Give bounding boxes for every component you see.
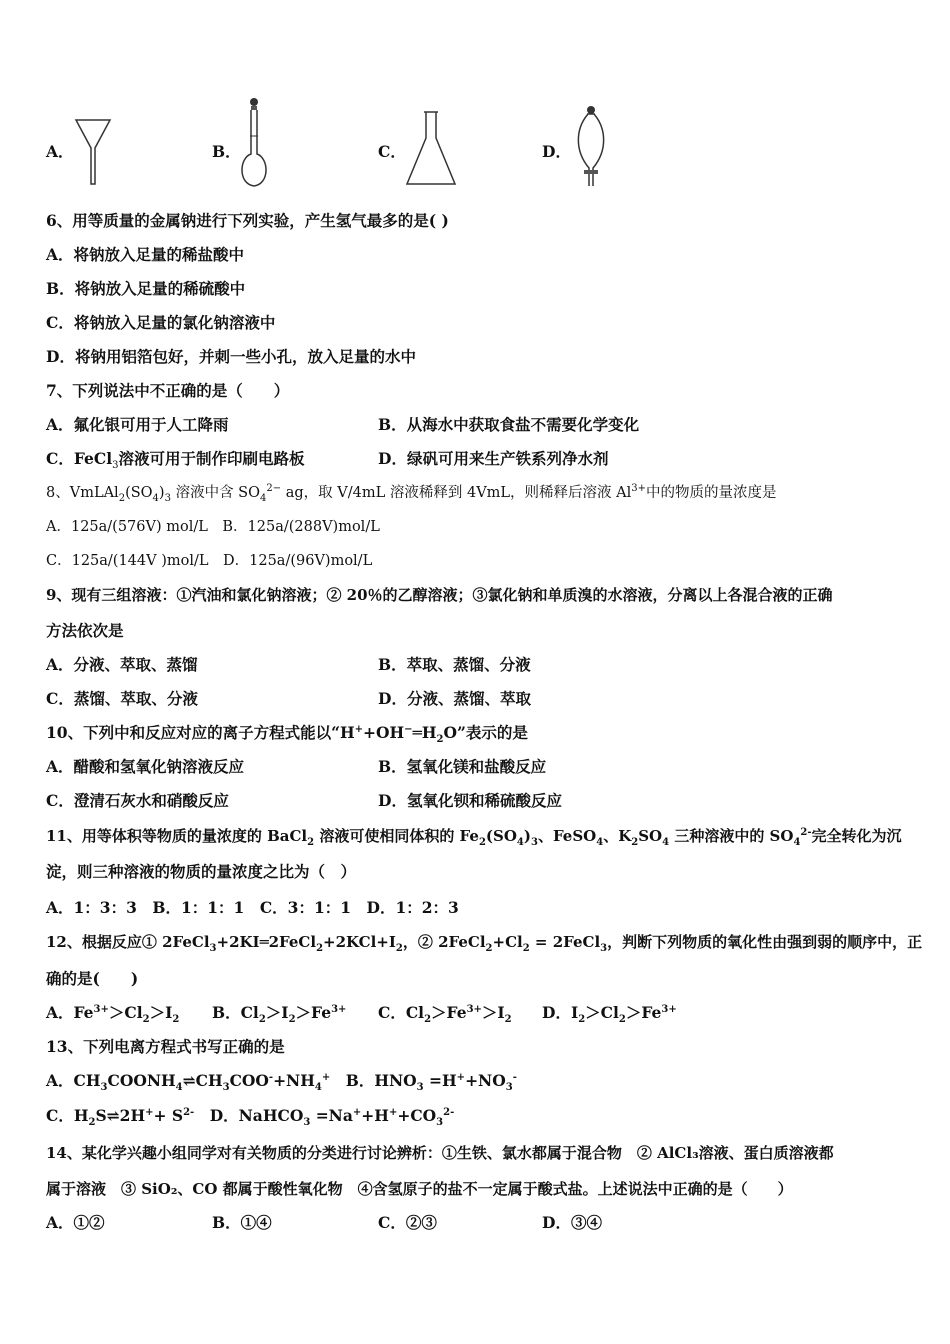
q14-stem-line2: 属于溶液 ③ SiO₂、CO 都属于酸性氧化物 ④含氢原子的盐不一定属于酸式盐。上述说法中正确的是（ ） xyxy=(46,1180,793,1198)
q12-stem-line1: 12、根据反应① $2FeCl_3+2KI═2FeCl_2+2KCl+I_2$，② $2FeCl_2+Cl_2$ = 2FeCl$_3$，判断下列物质的氧化性由强到弱的顺序中，正 xyxy=(46,933,923,954)
option-a-funnel xyxy=(46,100,126,192)
q13-stem: 13、下列电离方程式书写正确的是 xyxy=(46,1037,285,1056)
q10-option-b: B．氢氧化镁和盐酸反应 xyxy=(378,757,547,776)
q9-option-a: A．分液、萃取、蒸馏 xyxy=(46,655,198,674)
option-b-flask xyxy=(212,100,292,192)
q9-option-d: D．分液、蒸馏、萃取 xyxy=(378,689,531,708)
q7-option-a: A．氟化银可用于人工降雨 xyxy=(46,415,229,434)
q6-stem-text: 6、用等质量的金属钠进行下列实验，产生氢气最多的是( ) xyxy=(46,211,449,230)
q11-options: A．1：3：3 B．1：1：1 C．3：1：1 D．1：2：3 xyxy=(46,898,459,917)
q12-option-c: C．$Cl_2>Fe^{3+}>I_2$ xyxy=(378,1003,512,1026)
separatory-funnel-icon xyxy=(572,104,612,192)
q14-option-a: A．①② xyxy=(46,1213,105,1232)
q8-options-ab: A．125a/(576V) mol/L B．125a/(288V)mol/L xyxy=(46,519,380,535)
q9-option-c: C．蒸馏、萃取、分液 xyxy=(46,689,198,708)
q12-stem-line2: 确的是( ) xyxy=(46,969,139,988)
q9-stem-line1: 9、现有三组溶液：①汽油和氯化钠溶液；② 20％的乙醇溶液；③氯化钠和单质溴的水溶液，分离以上各混合液的正确 xyxy=(46,586,833,604)
volumetric-flask-icon xyxy=(236,96,276,192)
option-label: C． xyxy=(378,142,406,161)
q14-option-b: B．①④ xyxy=(212,1213,272,1232)
q7-option-b: B．从海水中获取食盐不需要化学变化 xyxy=(378,415,640,434)
q13-options-cd: C．$H_2S\rightleftharpoons 2H^++ S^{2-}$ D．NaHCO$_3$ $=Na^++H^++CO_3^{2-}$ xyxy=(46,1106,455,1129)
option-c-conical-flask xyxy=(378,100,458,192)
q6-option-b: B．将钠放入足量的稀硫酸中 xyxy=(46,279,246,298)
q14-option-c: C．②③ xyxy=(378,1213,437,1232)
conical-flask-icon xyxy=(404,110,458,190)
option-label: B． xyxy=(212,142,241,161)
q8-stem: 8、$VmLAl_2(SO_4)_3$ 溶液中含 $SO_4^{2-}$ ag，取 V/4mL 溶液稀释到 4VmL，则稀释后溶液 $Al^{3+}$中的物质的量浓度是 xyxy=(46,483,777,504)
q6-option-d: D．将钠用铝箔包好，并刺一些小孔，放入足量的水中 xyxy=(46,347,416,366)
q9-stem-line2: 方法依次是 xyxy=(46,621,124,640)
q14-option-d: D．③④ xyxy=(542,1213,602,1232)
q10-stem: 10、下列中和反应对应的离子方程式能以“$H^++OH^-═H_2O$”表示的是 xyxy=(46,723,528,746)
funnel-icon xyxy=(74,118,114,188)
q10-option-a: A．醋酸和氢氧化钠溶液反应 xyxy=(46,757,245,776)
option-label: A． xyxy=(46,142,74,161)
q12-option-a: A．$Fe^{3+}>Cl_2>I_2$ xyxy=(46,1003,180,1026)
q11-stem-line2: 淀，则三种溶液的物质的量浓度之比为（ ） xyxy=(46,862,357,881)
option-label: D． xyxy=(542,142,571,161)
q12-option-b: B．$Cl_2>I_2>Fe^{3+}$ xyxy=(212,1003,347,1026)
q6-option-c: C．将钠放入足量的氯化钠溶液中 xyxy=(46,313,276,332)
q6-option-a: A．将钠放入足量的稀盐酸中 xyxy=(46,245,245,264)
equilibrium-arrow-icon: ⇌ xyxy=(182,1071,196,1090)
q7-option-d: D．绿矾可用来生产铁系列净水剂 xyxy=(378,449,609,468)
q11-stem-line1: 11、用等体积等物质的量浓度的 BaCl$_2$ 溶液可使相同体积的 $Fe_2(SO_4)_3$、FeSO$_4$、$K_2SO_4$ 三种溶液中的 $SO_4^{2-}$完全转化为沉 xyxy=(46,827,902,848)
q13-options-ab: A．$CH_3COONH_4\rightleftharpoons CH_3COO^-+NH_4^+$ B．$HNO_3 =H^++NO_3^-$ xyxy=(46,1071,517,1094)
q7-stem: 7、下列说法中不正确的是（ ） xyxy=(46,381,290,400)
q10-option-d: D．氢氧化钡和稀硫酸反应 xyxy=(378,791,562,810)
q9-option-b: B．萃取、蒸馏、分液 xyxy=(378,655,531,674)
q7-option-c: C．FeCl$_3$溶液可用于制作印刷电路板 xyxy=(46,449,305,472)
equilibrium-arrow-icon: ⇌ xyxy=(106,1106,120,1125)
q10-option-c: C．澄清石灰水和硝酸反应 xyxy=(46,791,229,810)
q8-options-cd: C．125a/(144V )mol/L D．125a/(96V)mol/L xyxy=(46,553,373,569)
q6-stem xyxy=(46,211,449,231)
q12-option-d: D．$I_2>Cl_2>Fe^{3+}$ xyxy=(542,1003,677,1026)
q14-stem-line1: 14、某化学兴趣小组同学对有关物质的分类进行讨论辨析：①生铁、氯水都属于混合物 ② AlCl₃溶液、蛋白质溶液都 xyxy=(46,1144,834,1162)
option-d-separatory-funnel xyxy=(542,100,622,192)
